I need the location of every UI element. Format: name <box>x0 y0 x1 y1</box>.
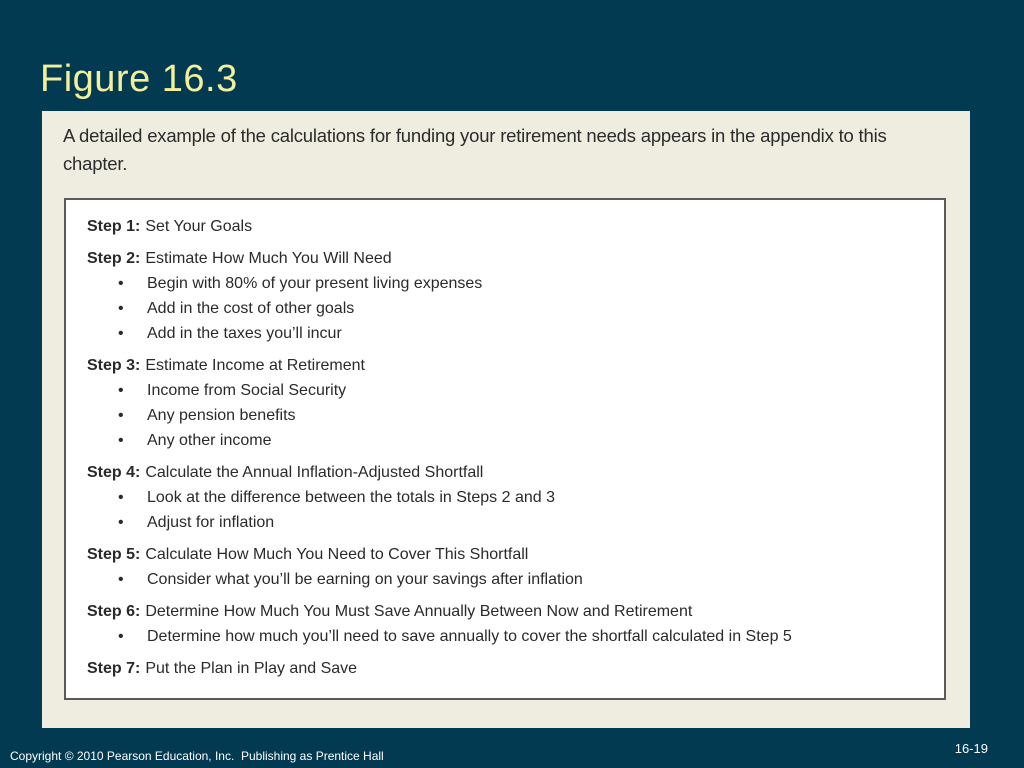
step-title: Set Your Goals <box>145 218 253 235</box>
bullet-text: Begin with 80% of your present living expenses <box>147 275 483 292</box>
step-title: Estimate Income at Retirement <box>145 357 365 374</box>
bullet-icon: • <box>118 489 124 506</box>
bullet-text: Look at the difference between the totals in Steps 2 and 3 <box>147 489 555 506</box>
step-bullet <box>87 271 934 296</box>
step-label: Step 1: <box>87 218 141 235</box>
step-label: Step 2: <box>87 250 141 267</box>
step-1 <box>87 214 934 239</box>
bullet-icon: • <box>118 382 124 399</box>
step-title: Determine How Much You Must Save Annually Between Now and Retirement <box>145 603 693 620</box>
slide-title: Figure 16.3 <box>40 58 238 100</box>
step-5 <box>87 542 934 592</box>
bullet-icon: • <box>118 300 124 317</box>
step-heading <box>87 656 934 681</box>
step-heading <box>87 542 934 567</box>
bullet-icon: • <box>118 571 124 588</box>
step-label: Step 5: <box>87 546 141 563</box>
step-3 <box>87 353 934 453</box>
step-4 <box>87 460 934 535</box>
bullet-icon: • <box>118 628 124 645</box>
bullet-text: Add in the taxes you’ll incur <box>147 325 342 342</box>
step-heading <box>87 460 934 485</box>
step-2 <box>87 246 934 346</box>
step-bullet <box>87 428 934 453</box>
step-label: Step 7: <box>87 660 141 677</box>
step-heading <box>87 353 934 378</box>
copyright-notice: Copyright © 2010 Pearson Education, Inc. Publishing as Prentice Hall <box>10 749 384 763</box>
step-bullet <box>87 624 934 649</box>
step-bullet <box>87 567 934 592</box>
bullet-icon: • <box>118 407 124 424</box>
step-bullet <box>87 378 934 403</box>
step-bullet <box>87 485 934 510</box>
step-bullet <box>87 296 934 321</box>
bullet-text: Income from Social Security <box>147 382 347 399</box>
bullet-text: Adjust for inflation <box>147 514 275 531</box>
step-bullet <box>87 321 934 346</box>
step-heading <box>87 214 934 239</box>
step-bullet <box>87 510 934 535</box>
step-7 <box>87 656 934 681</box>
step-6 <box>87 599 934 649</box>
step-label: Step 6: <box>87 603 141 620</box>
bullet-text: Any other income <box>147 432 272 449</box>
figure-intro-text: A detailed example of the calculations for funding your retirement needs appears in the appendix to this chapter. <box>63 125 887 174</box>
bullet-icon: • <box>118 514 124 531</box>
bullet-text: Any pension benefits <box>147 407 296 424</box>
step-title: Put the Plan in Play and Save <box>145 660 358 677</box>
step-heading <box>87 246 934 271</box>
figure-panel <box>42 111 970 728</box>
bullet-text: Consider what you’ll be earning on your savings after inflation <box>147 571 583 588</box>
bullet-icon: • <box>118 432 124 449</box>
bullet-icon: • <box>118 275 124 292</box>
page-number: 16-19 <box>954 741 988 756</box>
steps-box <box>64 198 946 700</box>
step-bullet <box>87 403 934 428</box>
step-title: Estimate How Much You Will Need <box>145 250 392 267</box>
bullet-icon: • <box>118 325 124 342</box>
steps-list <box>87 214 934 688</box>
step-heading <box>87 599 934 624</box>
bullet-text: Add in the cost of other goals <box>147 300 355 317</box>
step-label: Step 4: <box>87 464 141 481</box>
step-title: Calculate the Annual Inflation-Adjusted Shortfall <box>145 464 484 481</box>
step-title: Calculate How Much You Need to Cover This Shortfall <box>145 546 529 563</box>
step-label: Step 3: <box>87 357 141 374</box>
bullet-text: Determine how much you’ll need to save annually to cover the shortfall calculated in Step 5 <box>147 628 792 645</box>
